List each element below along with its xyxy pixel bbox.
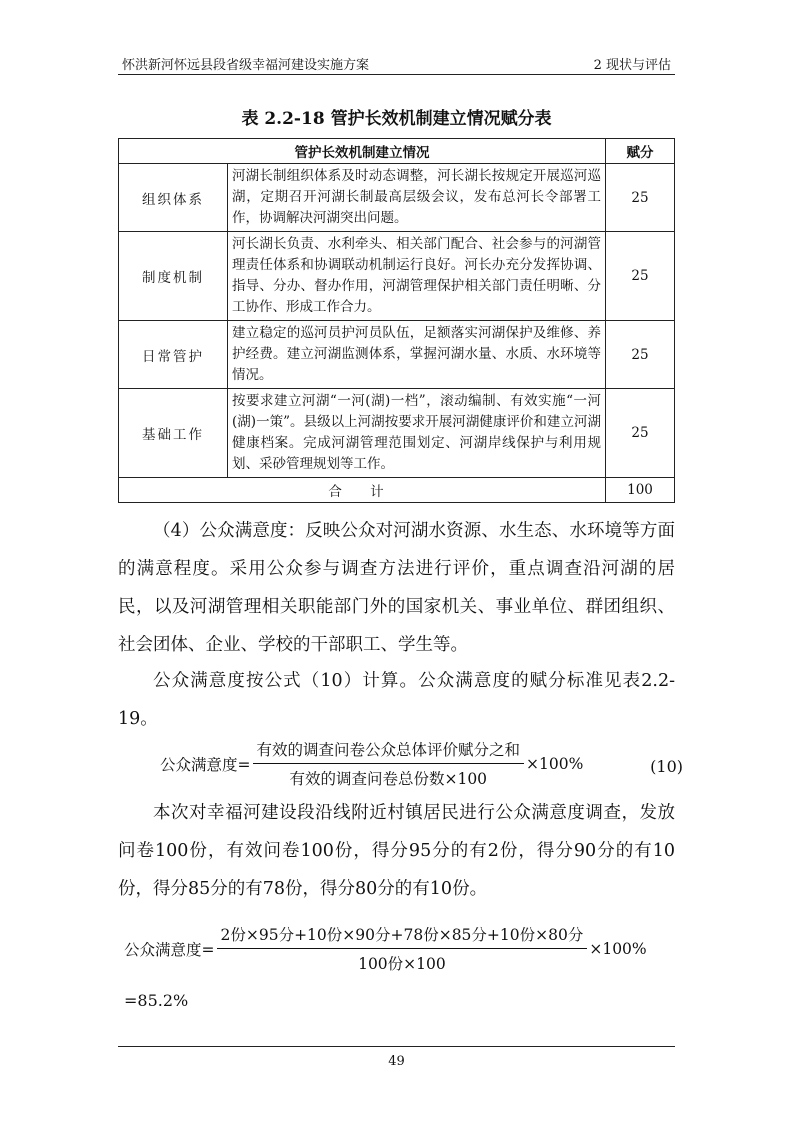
paragraph-formula-intro: 公众满意度按公式（10）计算。公众满意度的赋分标准见表2.2-19。: [118, 671, 675, 729]
formula-suffix: ×100%: [589, 939, 647, 958]
row-score: 25: [606, 232, 675, 321]
row-score: 25: [606, 164, 675, 232]
formula-denominator: 有效的调查问卷总份数×100: [289, 770, 488, 788]
formula-numerator: 2份×95分+10份×90分+78份×85分+10份×80分: [217, 923, 588, 949]
row-category: 基础工作: [119, 389, 228, 478]
row-description: 河湖长制组织体系及时动态调整，河长湖长按规定开展巡河巡湖，定期召开河湖长制最高层级会议，发布总河长令部署工作，协调解决河湖突出问题。: [228, 164, 606, 232]
row-score: 25: [606, 321, 675, 389]
row-category: 组织体系: [119, 164, 228, 232]
row-score: 25: [606, 389, 675, 478]
formula-calculation: [124, 923, 647, 974]
table-row: [119, 164, 675, 232]
table-row: [119, 321, 675, 389]
formula-suffix: ×100%: [526, 754, 584, 773]
row-description: 按要求建立河湖“一河(湖)一档”，滚动编制、有效实施“一河(湖)一策”。县级以上河湖按要求开展河湖健康评价和建立河湖健康档案。完成河湖管理范围划定、河湖岸线保护与利用规划、采砂管理规划等工作。: [228, 389, 606, 478]
total-label: 合 计: [119, 478, 606, 503]
page-header: [118, 52, 675, 75]
page-number: 49: [388, 1054, 405, 1069]
equation-number: (10): [650, 757, 683, 776]
table-header-row: [119, 139, 675, 164]
table-row: [119, 389, 675, 478]
total-score: 100: [606, 478, 675, 503]
paragraph-survey: 本次对幸福河建设段沿线附近村镇居民进行公众满意度调查，发放问卷100份，有效问卷100份，得分95分的有2份，得分90分的有10份，得分85分的有78份，得分80分的有10份。: [118, 803, 675, 899]
table-header-situation: 管护长效机制建立情况: [119, 139, 606, 164]
footer-divider: [118, 1046, 675, 1047]
calculation-result: =85.2%: [124, 991, 189, 1010]
row-description: 河长湖长负责、水利牵头、相关部门配合、社会参与的河湖管理责任体系和协调联动机制运行良好。河长办充分发挥协调、指导、分办、督办作用，河湖管理保护相关部门责任明晰、分工协作、形成工作合力。: [228, 232, 606, 321]
formula-lhs: 公众满意度=: [124, 940, 215, 959]
table-row: [119, 232, 675, 321]
header-document-title: 怀洪新河怀远县段省级幸福河建设实施方案: [122, 58, 370, 73]
formula-10: [160, 738, 583, 789]
row-category: 制度机制: [119, 232, 228, 321]
score-table: [118, 138, 675, 503]
row-description: 建立稳定的巡河员护河员队伍，足额落实河湖保护及维修、养护经费。建立河湖监测体系，掌握河湖水量、水质、水环境等情况。: [228, 321, 606, 389]
formula-denominator: 100份×100: [358, 955, 446, 973]
formula-lhs: 公众满意度=: [160, 755, 251, 774]
formula-numerator: 有效的调查问卷公众总体评价赋分之和: [253, 738, 525, 764]
paragraph-public-satisfaction: （4）公众满意度：反映公众对河湖水资源、水生态、水环境等方面的满意程度。采用公众参与调查方法进行评价，重点调查沿河湖的居民，以及河湖管理相关职能部门外的国家机关、事业单位、群团组织、社会团体、企业、学校的干部职工、学生等。: [118, 521, 675, 655]
formula-fraction: [217, 923, 588, 974]
table-title: 表 2.2-18 管护长效机制建立情况赋分表: [241, 109, 552, 129]
formula-fraction: [253, 738, 525, 789]
row-category: 日常管护: [119, 321, 228, 389]
table-total-row: [119, 478, 675, 503]
table-header-score: 赋分: [606, 139, 675, 164]
header-chapter-title: 2 现状与评估: [593, 58, 671, 73]
